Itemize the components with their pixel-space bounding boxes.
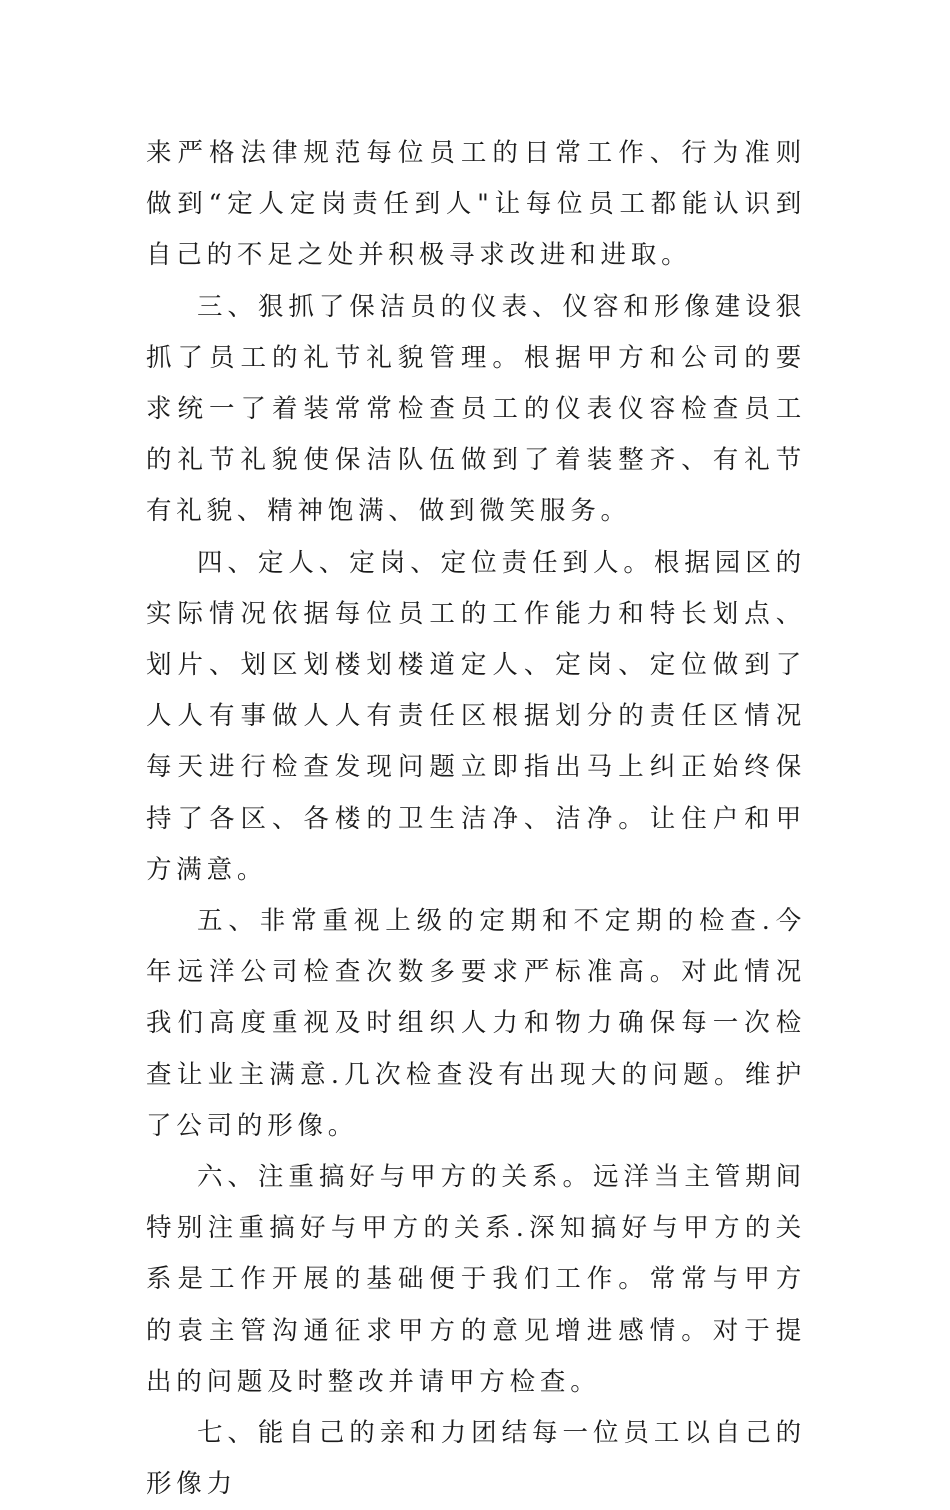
paragraph-continuation: 来严格法律规范每位员工的日常工作、行为准则做到“定人定岗责任到人"让每位员工都能认识到自己的不足之处并积极寻求改进和进取。 xyxy=(146,138,806,271)
paragraph-section-4: 四、定人、定岗、定位责任到人。根据园区的实际情况依据每位员工的工作能力和特长划点、划片、划区划楼划楼道定人、定岗、定位做到了人人有事做人人有责任区根据划分的责任区情况每天进行检查发现问题立即指出马上纠正始终保持了各区、各楼的卫生洁净、洁净。让住户和甲方满意。 xyxy=(146,547,806,885)
paragraph-section-3: 三、狠抓了保洁员的仪表、仪容和形像建设狠抓了员工的礼节礼貌管理。根据甲方和公司的要求统一了着装常常检查员工的仪表仪容检查员工的礼节礼貌使保洁队伍做到了着装整齐、有礼节有礼貌、精神饱满、做到微笑服务。 xyxy=(146,291,806,527)
paragraph-section-6: 六、注重搞好与甲方的关系。远洋当主管期间特别注重搞好与甲方的关系.深知搞好与甲方的关系是工作开展的基础便于我们工作。常常与甲方的袁主管沟通征求甲方的意见增进感情。对于提出的问题及时整改并请甲方检查。 xyxy=(146,1162,806,1397)
paragraph-section-7: 七、能自己的亲和力团结每一位员工以自己的形像力 xyxy=(146,1418,806,1500)
paragraph-section-5: 五、非常重视上级的定期和不定期的检查.今年远洋公司检查次数多要求严标准高。对此情况我们高度重视及时组织人力和物力确保每一次检查让业主满意.几次检查没有出现大的问题。维护了公司的形像。 xyxy=(146,906,806,1141)
document-body xyxy=(146,128,806,1510)
